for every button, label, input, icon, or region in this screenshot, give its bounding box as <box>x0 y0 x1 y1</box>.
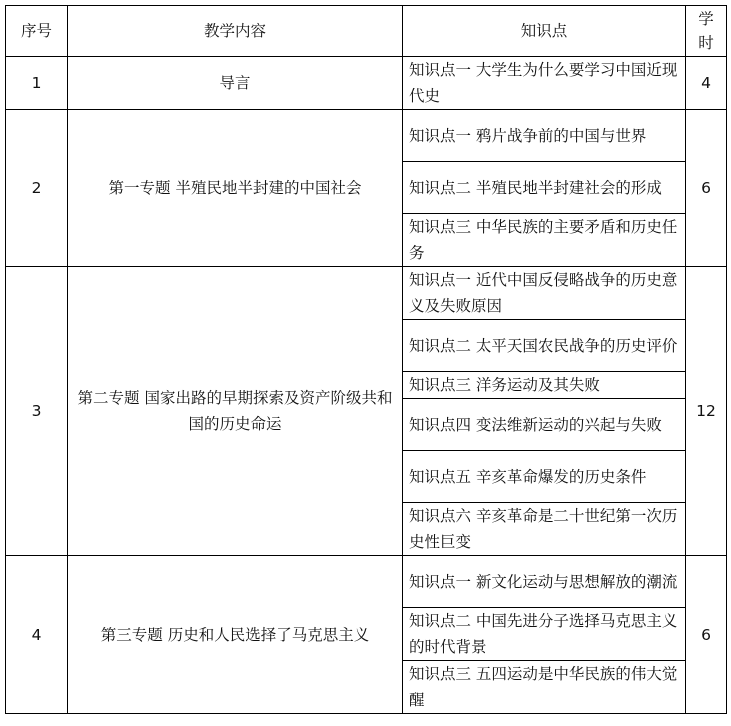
table-row <box>6 556 727 608</box>
table-row <box>6 57 727 110</box>
row-content: 第二专题 国家出路的早期探索及资产阶级共和国的历史命运 <box>68 267 403 556</box>
row-number: 2 <box>6 110 68 267</box>
knowledge-point: 知识点一 大学生为什么要学习中国近现代史 <box>403 57 686 110</box>
table-row <box>6 110 727 162</box>
header-no: 序号 <box>6 6 68 57</box>
curriculum-table <box>5 5 727 714</box>
row-hours: 6 <box>686 110 727 267</box>
row-number: 4 <box>6 556 68 714</box>
knowledge-point: 知识点六 辛亥革命是二十世纪第一次历史性巨变 <box>403 503 686 556</box>
knowledge-point: 知识点五 辛亥革命爆发的历史条件 <box>403 451 686 503</box>
header-row <box>6 6 727 57</box>
header-hours: 学时 <box>686 6 727 57</box>
knowledge-point: 知识点三 中华民族的主要矛盾和历史任务 <box>403 214 686 267</box>
row-content: 导言 <box>68 57 403 110</box>
row-content: 第一专题 半殖民地半封建的中国社会 <box>68 110 403 267</box>
header-content: 教学内容 <box>68 6 403 57</box>
knowledge-point: 知识点一 鸦片战争前的中国与世界 <box>403 110 686 162</box>
knowledge-point: 知识点三 洋务运动及其失败 <box>403 372 686 399</box>
row-content: 第三专题 历史和人民选择了马克思主义 <box>68 556 403 714</box>
row-hours: 4 <box>686 57 727 110</box>
table-row <box>6 267 727 320</box>
header-knowledge-point: 知识点 <box>403 6 686 57</box>
row-hours: 12 <box>686 267 727 556</box>
row-number: 1 <box>6 57 68 110</box>
knowledge-point: 知识点一 近代中国反侵略战争的历史意义及失败原因 <box>403 267 686 320</box>
row-hours: 6 <box>686 556 727 714</box>
knowledge-point: 知识点二 中国先进分子选择马克思主义的时代背景 <box>403 608 686 661</box>
knowledge-point: 知识点四 变法维新运动的兴起与失败 <box>403 399 686 451</box>
knowledge-point: 知识点二 太平天国农民战争的历史评价 <box>403 320 686 372</box>
knowledge-point: 知识点一 新文化运动与思想解放的潮流 <box>403 556 686 608</box>
knowledge-point: 知识点三 五四运动是中华民族的伟大觉醒 <box>403 661 686 714</box>
row-number: 3 <box>6 267 68 556</box>
knowledge-point: 知识点二 半殖民地半封建社会的形成 <box>403 162 686 214</box>
